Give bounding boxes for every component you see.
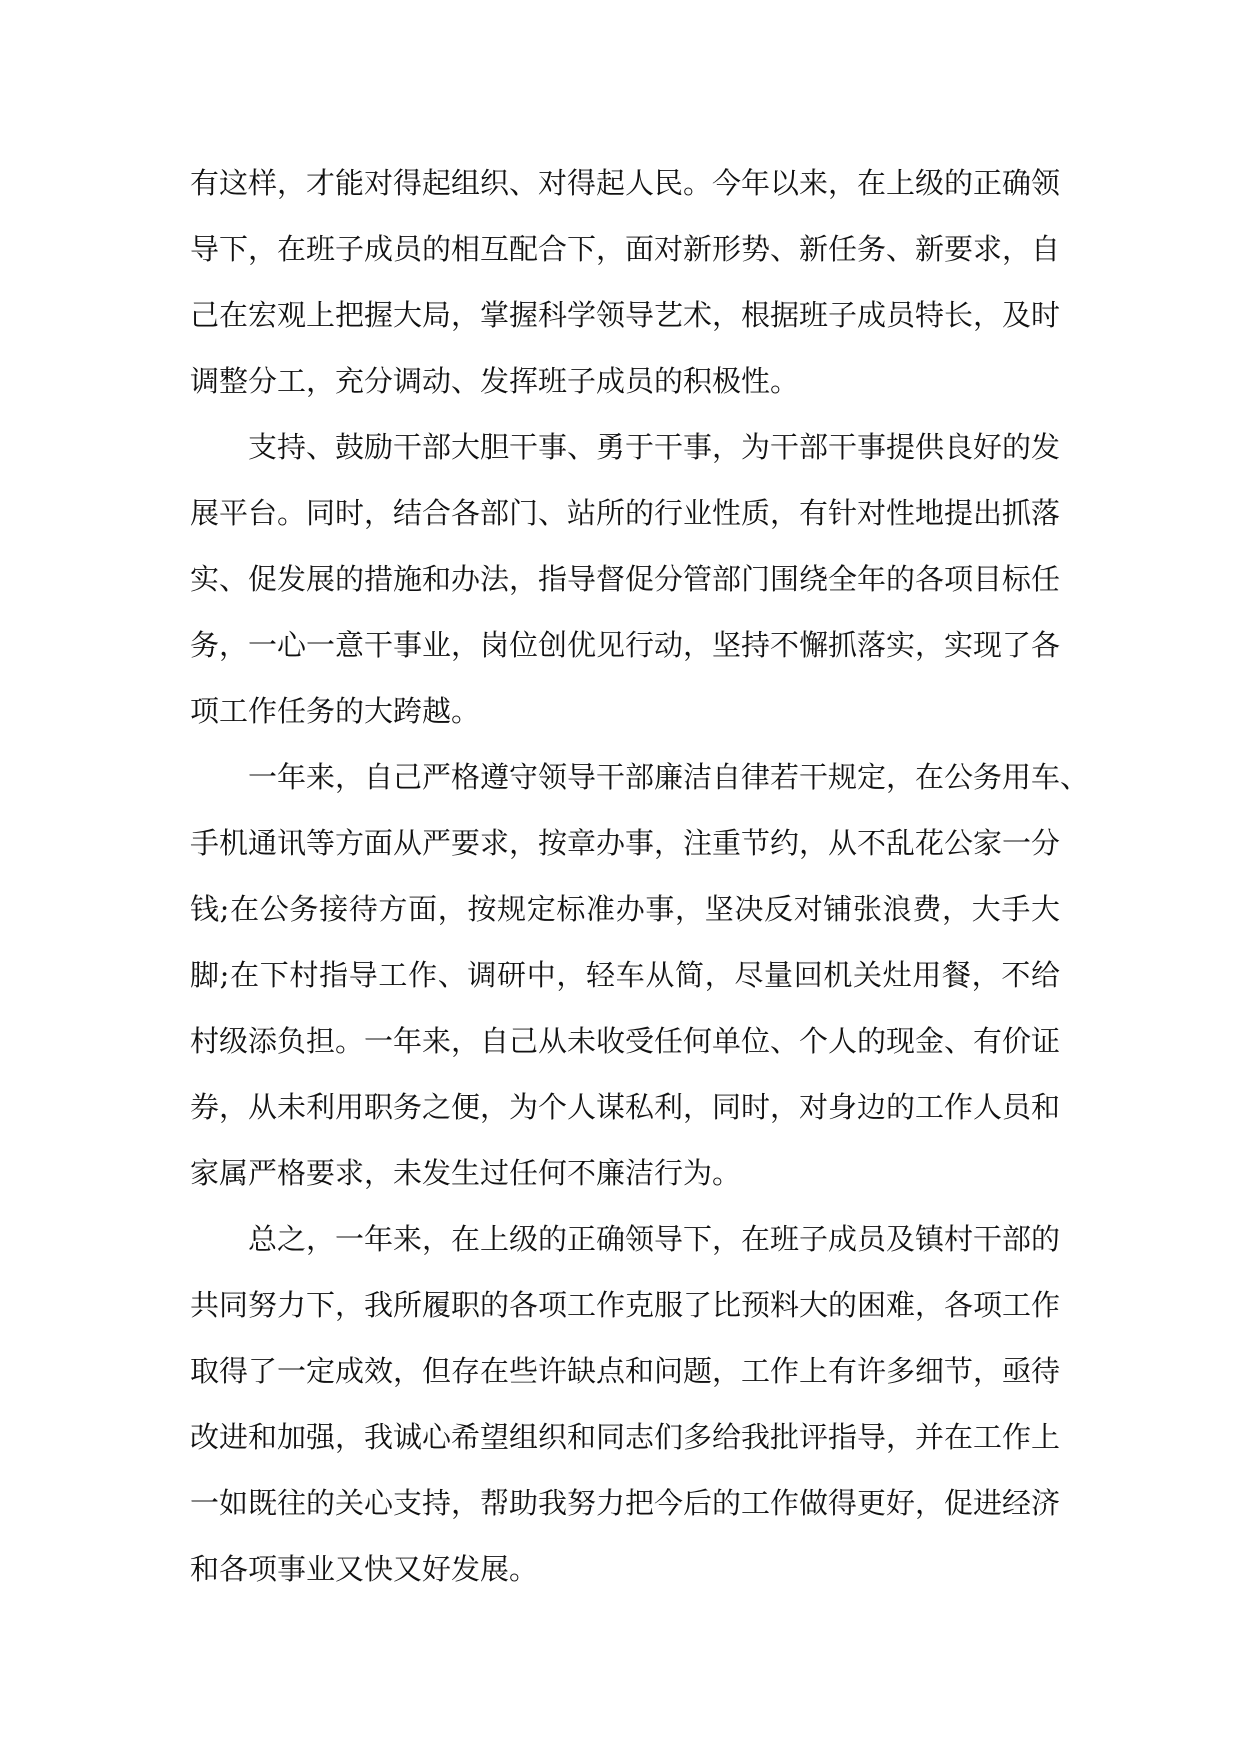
paragraph-4 [190,1206,1060,1602]
paragraph-3 [190,744,1090,1206]
text-line: 务，一心一意干事业，岗位创优见行动，坚持不懈抓落实，实现了各 [190,628,1061,662]
text-line: 支持、鼓励干部大胆干事、勇于干事，为干部干事提供良好的发 [248,430,1061,464]
text-line: 钱;在公务接待方面，按规定标准办事，坚决反对铺张浪费，大手大 [190,892,1060,926]
text-line: 券，从未利用职务之便，为个人谋私利，同时，对身边的工作人员和 [190,1090,1061,1124]
text-line: 取得了一定成效，但存在些许缺点和问题，工作上有许多细节，亟待 [190,1354,1061,1388]
body-text [190,150,1090,1602]
text-line: 和各项事业又快又好发展。 [190,1552,539,1586]
text-line: 导下，在班子成员的相互配合下，面对新形势、新任务、新要求，自 [190,232,1061,266]
text-line: 调整分工，充分调动、发挥班子成员的积极性。 [190,364,800,398]
paragraph-1 [190,150,1060,414]
text-line: 一如既往的关心支持，帮助我努力把今后的工作做得更好，促进经济 [190,1486,1061,1520]
text-line: 村级添负担。一年来，自己从未收受任何单位、个人的现金、有价证 [190,1024,1061,1058]
text-line: 己在宏观上把握大局，掌握科学领导艺术，根据班子成员特长，及时 [190,298,1061,332]
text-line: 实、促发展的措施和办法，指导督促分管部门围绕全年的各项目标任 [190,562,1061,596]
paragraph-2 [190,414,1060,744]
text-line: 家属严格要求，未发生过任何不廉洁行为。 [190,1156,742,1190]
text-line: 展平台。同时，结合各部门、站所的行业性质，有针对性地提出抓落 [190,496,1061,530]
text-line: 脚;在下村指导工作、调研中，轻车从简，尽量回机关灶用餐，不给 [190,958,1060,992]
text-line: 一年来，自己严格遵守领导干部廉洁自律若干规定，在公务用车、 [248,760,1090,794]
text-line: 项工作任务的大跨越。 [190,694,481,728]
text-line: 改进和加强，我诚心希望组织和同志们多给我批评指导，并在工作上 [190,1420,1061,1454]
text-line: 手机通讯等方面从严要求，按章办事，注重节约，从不乱花公家一分 [190,826,1061,860]
text-line: 有这样，才能对得起组织、对得起人民。今年以来，在上级的正确领 [190,166,1061,200]
text-line: 总之，一年来，在上级的正确领导下，在班子成员及镇村干部的 [248,1222,1061,1256]
text-line: 共同努力下，我所履职的各项工作克服了比预料大的困难，各项工作 [190,1288,1061,1322]
